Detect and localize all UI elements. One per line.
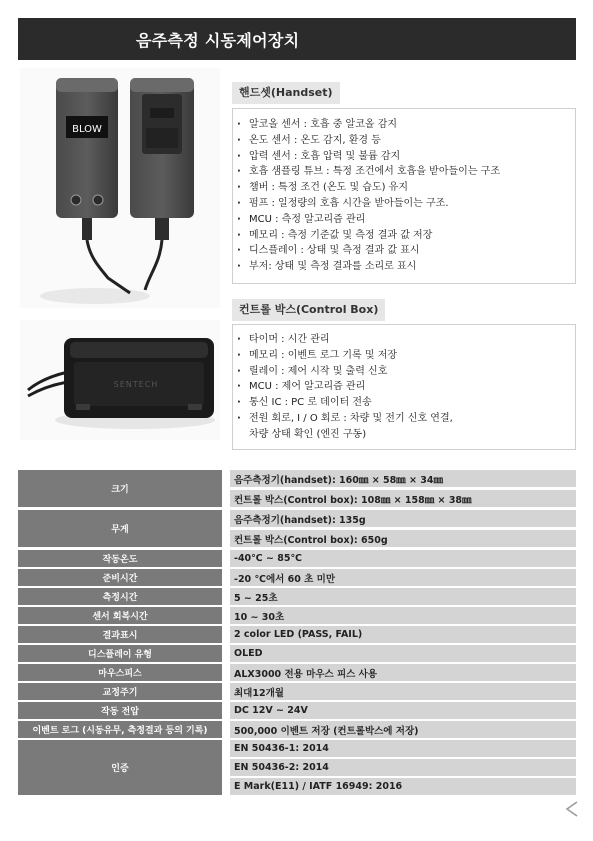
table-row xyxy=(18,470,576,507)
list-item: · MCU : 측정 알고리즘 관리 xyxy=(233,212,575,228)
list-item-continuation: 차량 상태 확인 (엔진 구동) xyxy=(249,428,367,440)
table-row xyxy=(18,664,576,681)
spec-label: 작동온도 xyxy=(18,550,222,567)
table-row xyxy=(18,607,576,624)
table-row xyxy=(18,550,576,567)
spec-label: 센서 회복시간 xyxy=(18,607,222,624)
spec-label: 인증 xyxy=(18,740,222,795)
spec-label: 이벤트 로그 (시동유무, 측정결과 등의 기록) xyxy=(18,721,222,738)
list-item: · 온도 센서 : 온도 감지, 환경 등 xyxy=(233,133,575,149)
table-row xyxy=(18,740,576,795)
spec-value: EN 50436-1: 2014 xyxy=(230,740,576,757)
spec-label: 준비시간 xyxy=(18,569,222,586)
spec-value: E Mark(E11) / IATF 16949: 2016 xyxy=(230,778,576,795)
list-item: · 메모리 : 측정 기준값 및 측정 결과 값 저장 xyxy=(233,228,575,244)
list-item: · 펌프 : 일정량의 호흡 시간을 받아들이는 구조. xyxy=(233,196,575,212)
page-title: 음주측정 시동제어장치 xyxy=(136,31,300,50)
spec-value: ALX3000 전용 마우스 피스 사용 xyxy=(230,664,576,681)
list-item: · 부저: 상태 및 측정 결과를 소리로 표시 xyxy=(233,259,575,275)
spec-value: OLED xyxy=(230,645,576,662)
spec-value: 5 ~ 25초 xyxy=(230,588,576,605)
spec-label: 결과표시 xyxy=(18,626,222,643)
spec-label: 측정시간 xyxy=(18,588,222,605)
spec-label: 크기 xyxy=(18,470,222,507)
spec-value: 컨트롤 박스(Control box): 108㎜ × 158㎜ × 38㎜ xyxy=(230,490,576,507)
list-item: · 전원 회로, I / O 회로 : 차량 및 전기 신호 연결, xyxy=(233,411,575,427)
table-row xyxy=(18,683,576,700)
spec-value: 500,000 이벤트 저장 (컨트롤박스에 저장) xyxy=(230,721,576,738)
handset-image xyxy=(20,68,220,308)
spec-label: 무게 xyxy=(18,510,222,547)
spec-value: 음주측정기(handset): 160㎜ × 58㎜ × 34㎜ xyxy=(230,470,576,487)
list-item: · 압력 센서 : 호흡 압력 및 불륨 감지 xyxy=(233,149,575,165)
table-row xyxy=(18,721,576,738)
table-row xyxy=(18,569,576,586)
list-item: · 알코올 센서 : 호흡 중 알코올 감지 xyxy=(233,117,575,133)
list-item: · 디스플레이 : 상태 및 측정 결과 값 표시 xyxy=(233,243,575,259)
spec-label: 마우스피스 xyxy=(18,664,222,681)
spec-value: -40℃ ~ 85℃ xyxy=(230,550,576,567)
handset-section-label: 핸드셋(Handset) xyxy=(232,82,340,104)
previous-page-arrow-icon[interactable] xyxy=(565,800,579,818)
spec-label: 디스플레이 유형 xyxy=(18,645,222,662)
list-item: · 메모리 : 이벤트 로그 기록 및 저장 xyxy=(233,348,575,364)
spec-value: 2 color LED (PASS, FAIL) xyxy=(230,626,576,643)
spec-value: 음주측정기(handset): 135g xyxy=(230,510,576,527)
table-row xyxy=(18,626,576,643)
spec-value: DC 12V ~ 24V xyxy=(230,702,576,719)
spec-label: 교정주기 xyxy=(18,683,222,700)
list-item: · 타이머 : 시간 관리 xyxy=(233,332,575,348)
control-box-brand-text: SENTECH xyxy=(113,380,159,389)
table-row xyxy=(18,702,576,719)
spec-value: 최대12개월 xyxy=(230,683,576,700)
control-box-section-label: 컨트롤 박스(Control Box) xyxy=(232,299,385,321)
list-item: · 릴레이 : 제어 시작 및 출력 신호 xyxy=(233,364,575,380)
list-item: · 챔버 : 특정 조건 (온도 및 습도) 유지 xyxy=(233,180,575,196)
list-item: · 통신 IC : PC 로 데이터 전송 xyxy=(233,395,575,411)
page-title-bar xyxy=(18,18,576,60)
table-row xyxy=(18,588,576,605)
spec-value: -20 ℃에서 60 초 미만 xyxy=(230,569,576,586)
spec-label: 작동 전압 xyxy=(18,702,222,719)
control-box-feature-box xyxy=(232,324,576,450)
spec-value: 컨트롤 박스(Control box): 650g xyxy=(230,530,576,547)
table-row xyxy=(18,510,576,547)
control-box-image xyxy=(20,320,220,440)
handset-display-text: BLOW xyxy=(72,124,102,135)
spec-value: 10 ~ 30초 xyxy=(230,607,576,624)
list-item: · MCU : 제어 알고리즘 관리 xyxy=(233,379,575,395)
table-row xyxy=(18,645,576,662)
spec-value: EN 50436-2: 2014 xyxy=(230,759,576,776)
handset-feature-box xyxy=(232,108,576,284)
list-item: · 호흡 샘플링 튜브 : 특정 조건에서 호흡을 받아들이는 구조 xyxy=(233,164,575,180)
